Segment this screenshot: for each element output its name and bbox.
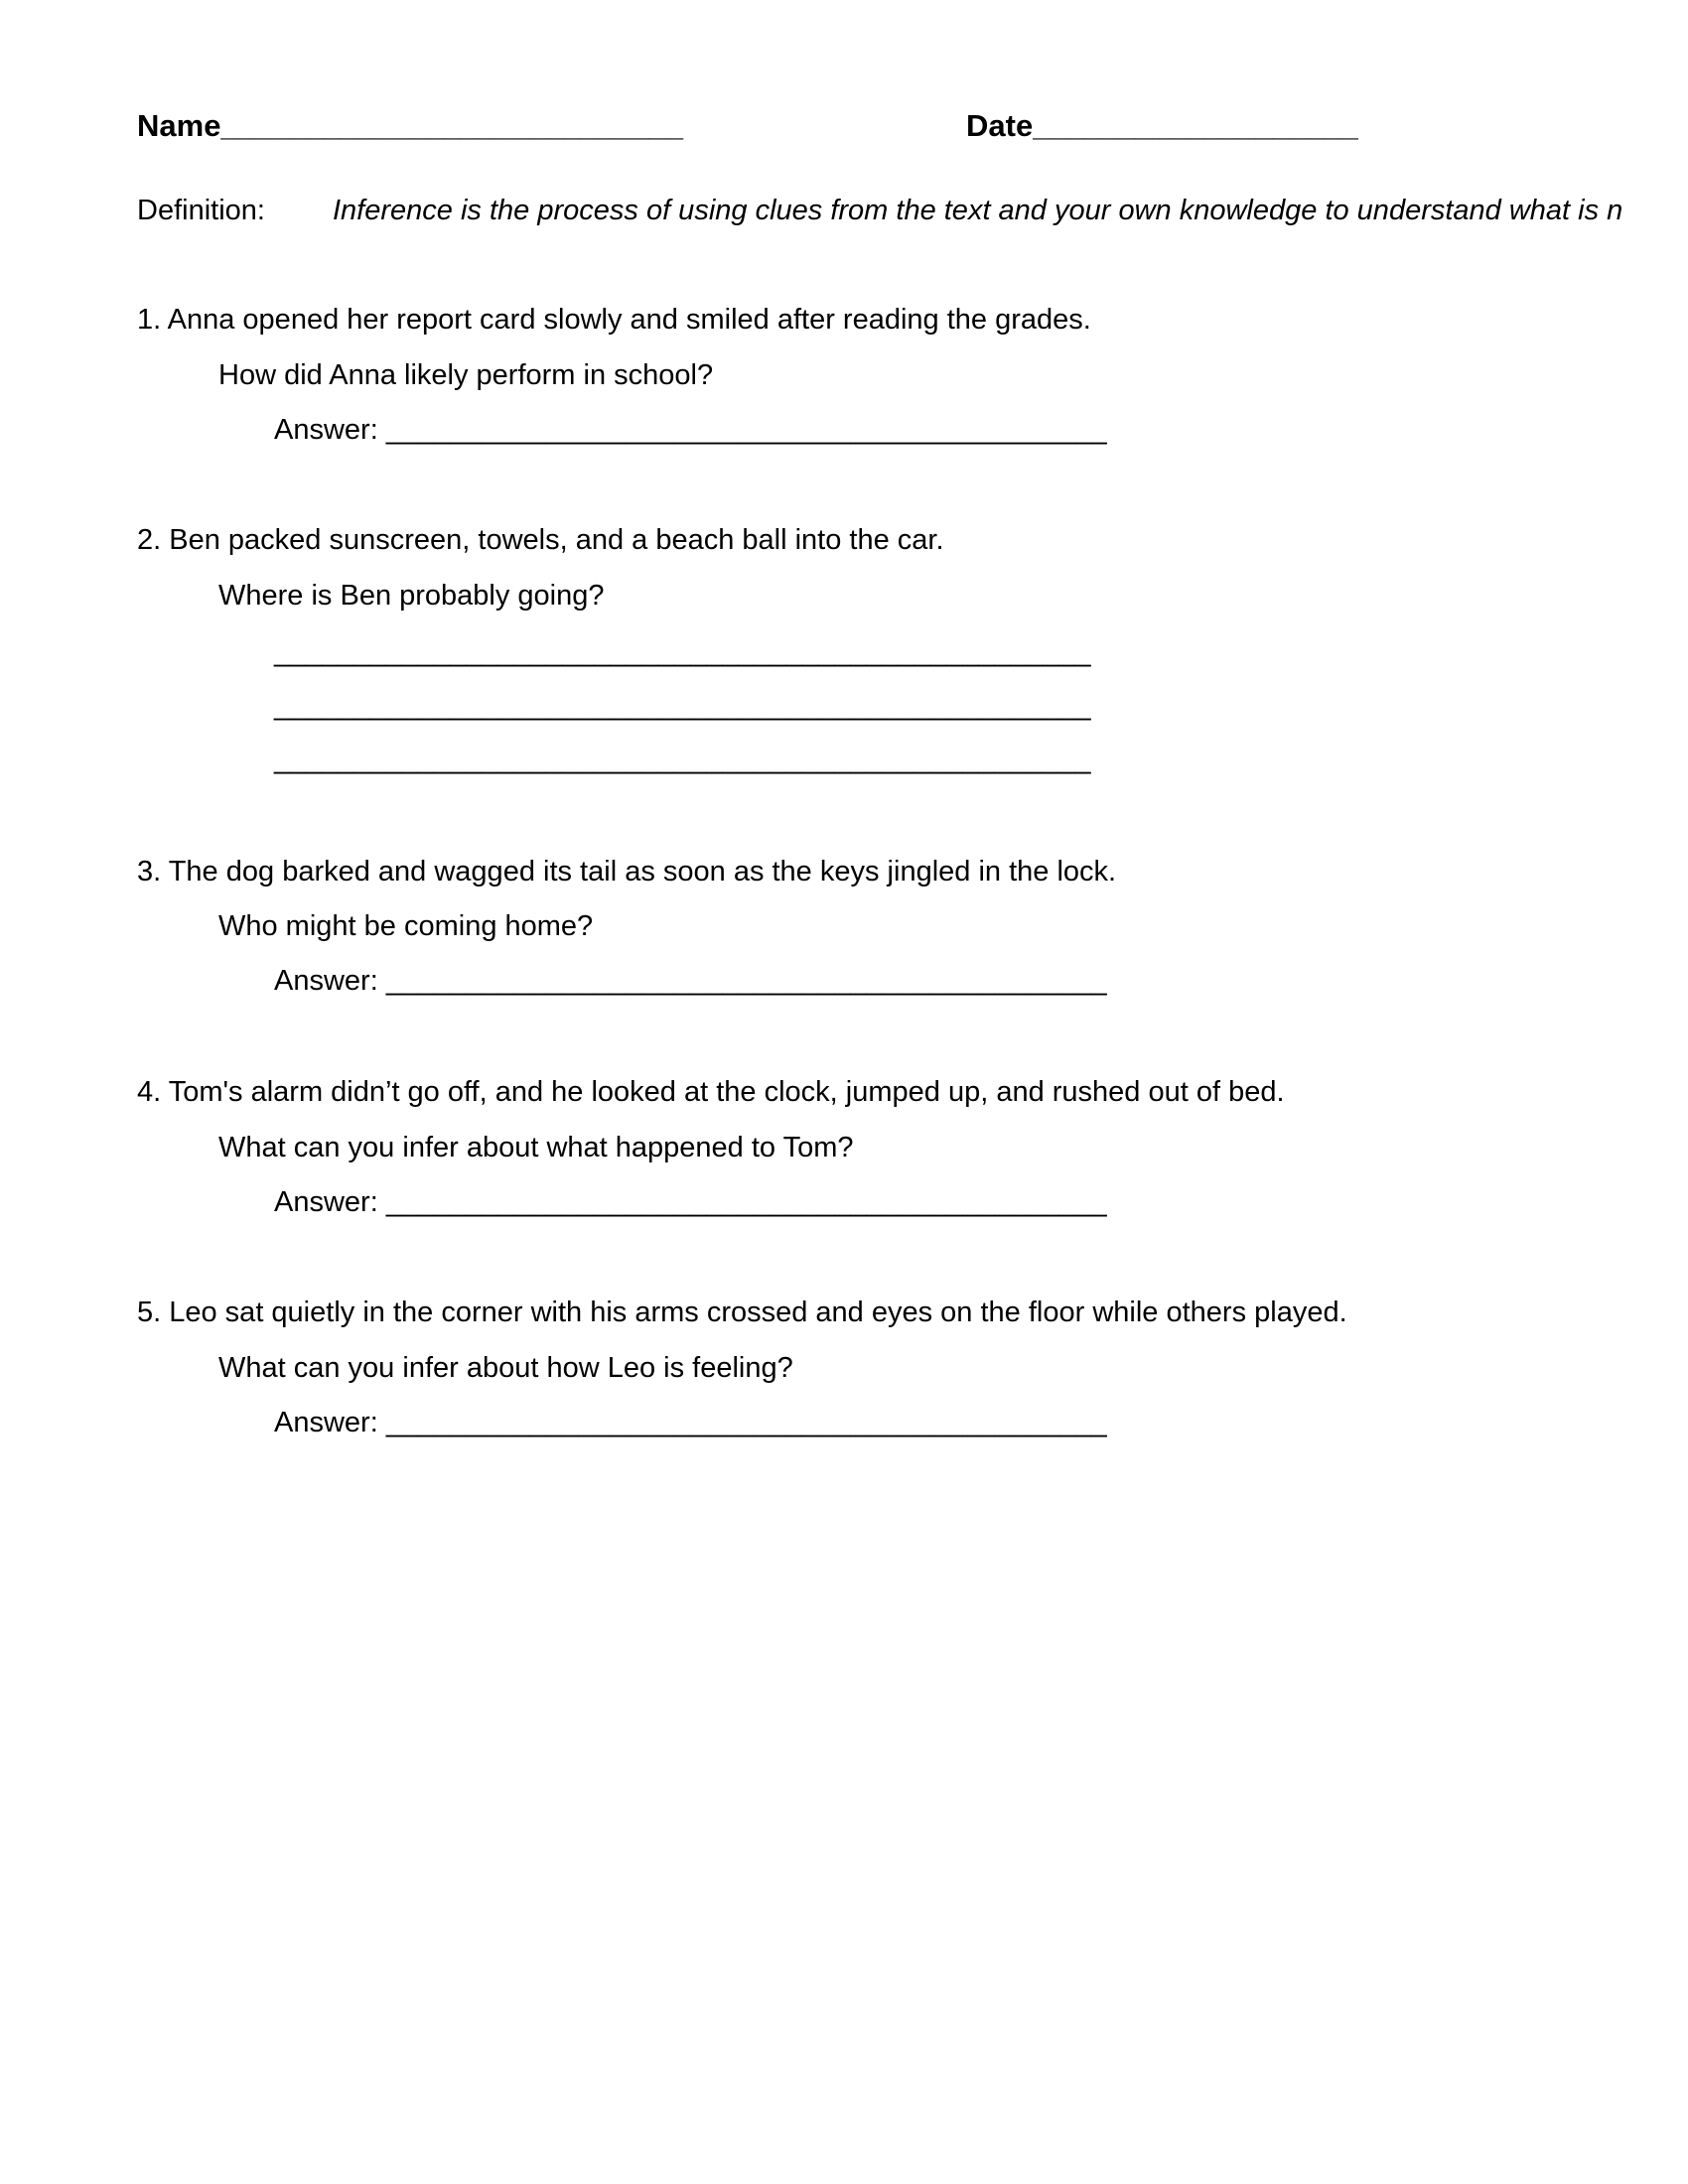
definition-label: Definition: bbox=[137, 195, 265, 226]
question-1-answer-line[interactable]: Answer: _____________________________________________ bbox=[274, 414, 1107, 446]
name-field-label[interactable]: Name___________________________ bbox=[137, 108, 683, 143]
question-1-statement: 1. Anna opened her report card slowly and smiled after reading the grades. bbox=[137, 304, 1091, 336]
question-2-answer-line-3[interactable]: ___________________________________________________ bbox=[274, 744, 1091, 775]
question-2-answer-line-1[interactable]: ___________________________________________________ bbox=[274, 636, 1091, 668]
question-3-prompt: Who might be coming home? bbox=[218, 910, 594, 942]
question-1-prompt: How did Anna likely perform in school? bbox=[218, 359, 714, 391]
question-4-prompt: What can you infer about what happened to Tom? bbox=[218, 1132, 854, 1163]
question-5-statement: 5. Leo sat quietly in the corner with his arms crossed and eyes on the floor while others played. bbox=[137, 1297, 1347, 1328]
question-3-answer-line[interactable]: Answer: _____________________________________________ bbox=[274, 965, 1107, 997]
question-2-prompt: Where is Ben probably going? bbox=[218, 580, 605, 612]
definition-text: Inference is the process of using clues from the text and your own knowledge to understand what is n bbox=[333, 195, 1623, 226]
question-4-statement: 4. Tom's alarm didn’t go off, and he looked at the clock, jumped up, and rushed out of bed. bbox=[137, 1076, 1285, 1108]
question-5-prompt: What can you infer about how Leo is feeling? bbox=[218, 1352, 793, 1384]
date-field-label[interactable]: Date___________________ bbox=[966, 108, 1358, 143]
question-5-answer-line[interactable]: Answer: _____________________________________________ bbox=[274, 1407, 1107, 1438]
question-4-answer-line[interactable]: Answer: _____________________________________________ bbox=[274, 1186, 1107, 1218]
question-2-answer-line-2[interactable]: ___________________________________________________ bbox=[274, 690, 1091, 722]
question-3-statement: 3. The dog barked and wagged its tail as soon as the keys jingled in the lock. bbox=[137, 856, 1117, 887]
question-2-statement: 2. Ben packed sunscreen, towels, and a beach ball into the car. bbox=[137, 524, 944, 556]
